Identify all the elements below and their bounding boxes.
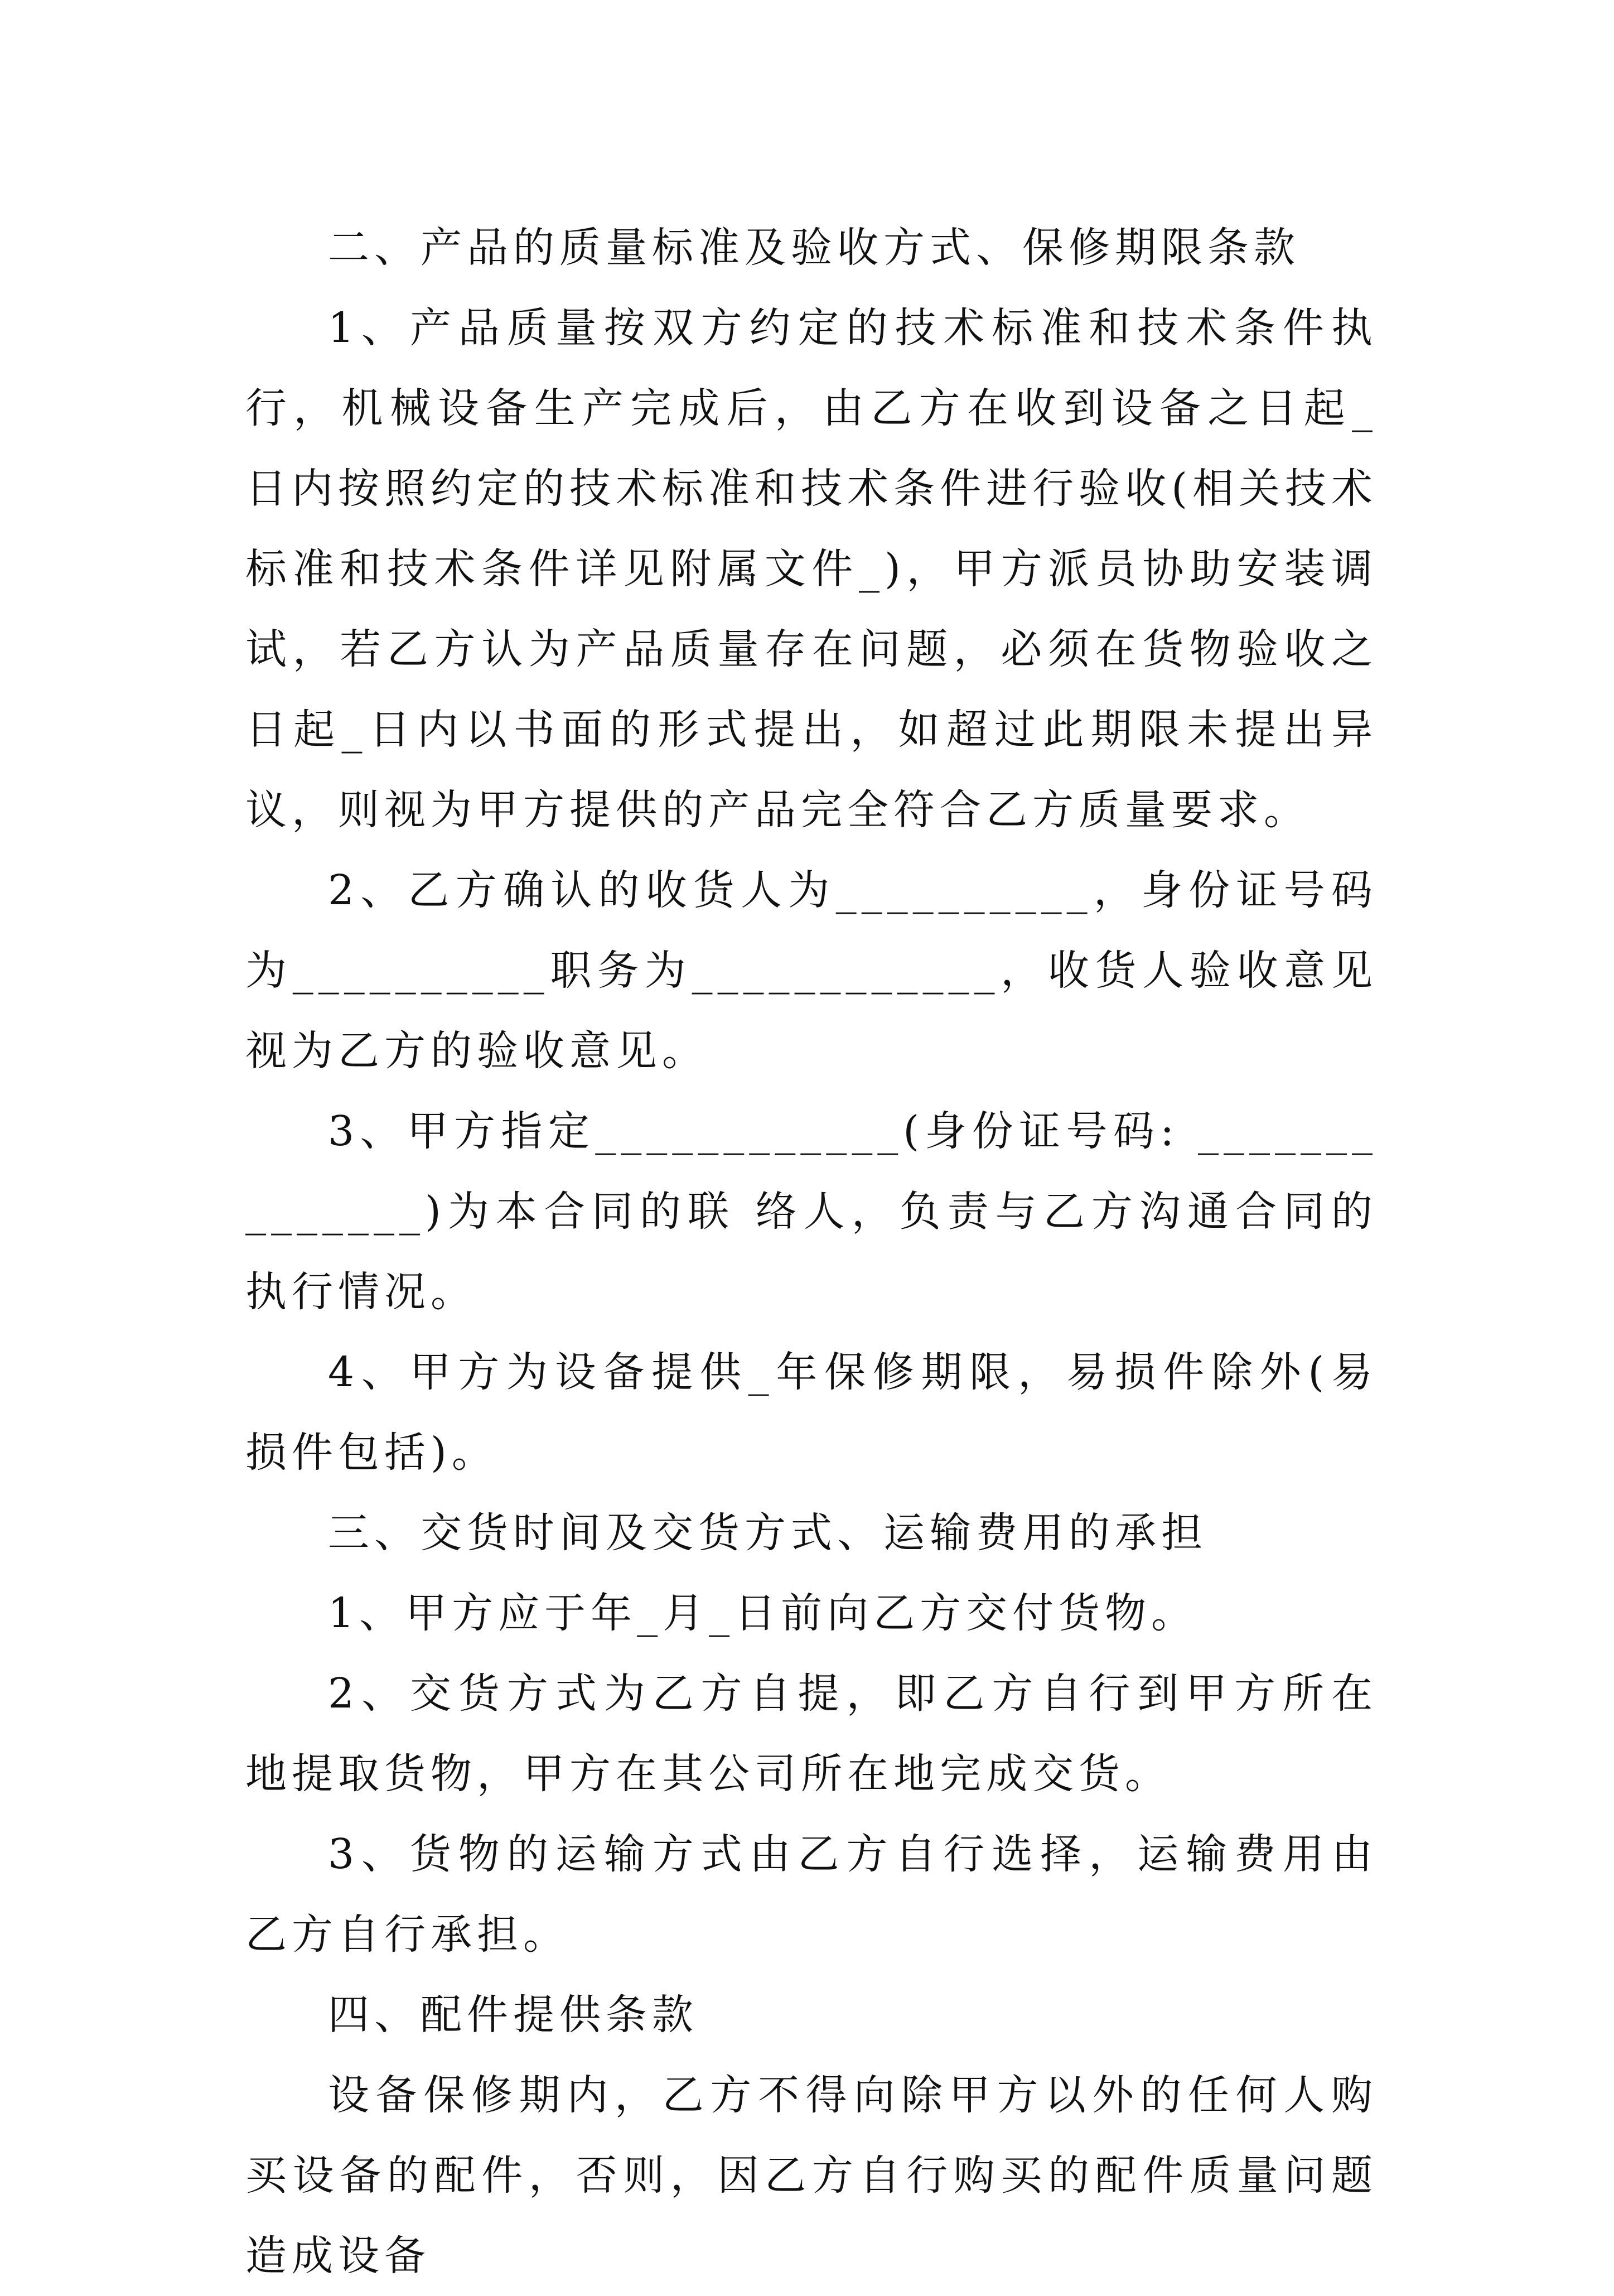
clause-consignee: 2、乙方确认的收货人为__________，身份证号码为__________职务为____________，收货人验收意见视为乙方的验收意见。 — [245, 866, 1378, 1075]
clause-quality-acceptance: 1、产品质量按双方约定的技术标准和技术条件执行，机械设备生产完成后，由乙方在收到设备之日起_日内按照约定的技术标准和技术条件进行验收(相关技术标准和技术条件详见附属文件_)，甲方派员协助安装调试，若乙方认为产品质量存在问题，必须在货物验收之日起_日内以书面的形式提出，如超过此期限未提出异议，则视为甲方提供的产品完全符合乙方质量要求。 — [245, 304, 1378, 834]
clause-delivery-method: 2、交货方式为乙方自提，即乙方自行到甲方所在地提取货物，甲方在其公司所在地完成交货。 — [245, 1670, 1378, 1798]
clause-parts-supply: 设备保修期内，乙方不得向除甲方以外的任何人购买设备的配件，否则，因乙方自行购买的配件质量问题造成设备 — [245, 2071, 1378, 2280]
document-body — [245, 208, 1378, 2296]
section-heading-quality: 二、产品的质量标准及验收方式、保修期限条款 — [328, 224, 1300, 272]
clause-warranty-period: 4、甲方为设备提供_年保修期限，易损件除外(易损件包括)。 — [245, 1348, 1378, 1477]
clause-contact-person: 3、甲方指定____________(身份证号码: ______________)为本合同的联 络人，负责与乙方沟通合同的执行情况。 — [245, 1107, 1378, 1316]
section-heading-parts: 四、配件提供条款 — [328, 1991, 698, 2039]
clause-delivery-date: 1、甲方应于年_月_日前向乙方交付货物。 — [328, 1589, 1198, 1637]
section-heading-delivery: 三、交货时间及交货方式、运输费用的承担 — [328, 1509, 1207, 1557]
clause-transport-cost: 3、货物的运输方式由乙方自行选择，运输费用由乙方自行承担。 — [245, 1830, 1378, 1959]
